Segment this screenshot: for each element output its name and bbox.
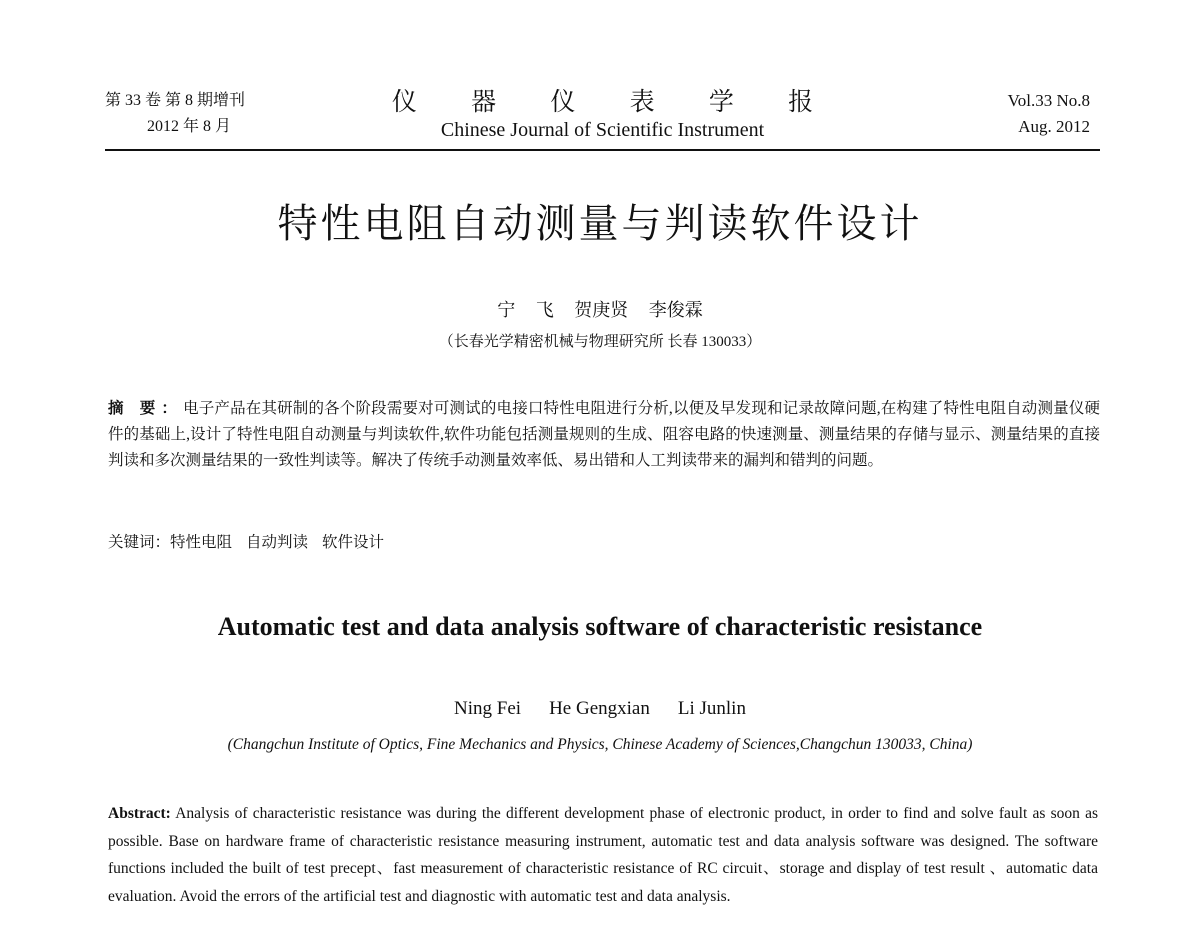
abstract-en	[108, 800, 1098, 910]
authors-cn: 宁 飞 贺庚贤 李俊霖	[497, 300, 703, 320]
author-en: He Gengxian	[549, 698, 650, 719]
abstract-cn	[108, 396, 1100, 474]
keyword-item: 软件设计	[322, 534, 385, 551]
author-en: Li Junlin	[677, 698, 746, 719]
paper-title-en: Automatic test and data analysis software of characteristic resistance	[217, 612, 983, 641]
journal-name-en: Chinese Journal of Scientific Instrument	[440, 119, 765, 141]
journal-name	[105, 88, 1100, 142]
authors-en	[0, 698, 1200, 720]
journal-name-cn: 仪 器 仪 表 学 报	[391, 89, 838, 116]
header-vol-number: Vol.33 No.8	[1007, 91, 1090, 110]
header-date-cn: 2012 年 8 月	[147, 118, 232, 135]
paper-title-cn: 特性电阻自动测量与判读软件设计	[277, 201, 923, 247]
header-volume-en	[1008, 88, 1090, 140]
header-volume-issue: 第 33 卷 第 8 期增刊	[105, 92, 246, 109]
author-en: Ning Fei	[454, 698, 522, 719]
affiliation-en: (Changchun Institute of Optics, Fine Mechanics and Physics, Chinese Academy of Sciences,Changchun 130033, China)	[227, 736, 973, 753]
keyword-item: 自动判读	[246, 534, 309, 551]
abstract-en-label: Abstract:	[108, 805, 171, 822]
header-rule	[105, 149, 1100, 151]
affiliation-cn: （长春光学精密机械与物理研究所 长春 130033）	[438, 334, 762, 350]
running-header	[105, 88, 1100, 150]
abstract-cn-text: 电子产品在其研制的各个阶段需要对可测试的电接口特性电阻进行分析,以便及早发现和记录故障问题,在构建了特性电阻自动测量仪硬件的基础上,设计了特性电阻自动测量与判读软件,软件功能包括测量规则的生成、阻容电路的快速测量、测量结果的存储与显示、测量结果的直接判读和多次测量结果的一致性判读等。解决了传统手动测量效率低、易出错和人工判读带来的漏判和错判的问题。	[108, 400, 1100, 469]
abstract-en-text: Analysis of characteristic resistance was during the different development phase of electronic product, in order to find and solve fault as soon as possible. Base on hardware frame of characteristic resistance measuring instrument, automatic test and data analysis software was designed. The software functions included the built of test precept、fast measurement of characteristic resistance of RC circuit、storage and display of test result 、automatic data evaluation. Avoid the errors of the artificial test and diagnostic with automatic test and data analysis.	[108, 805, 1098, 905]
keywords-cn	[108, 530, 398, 556]
abstract-cn-label: 摘 要：	[108, 400, 184, 417]
keyword-item: 特性电阻	[170, 534, 233, 551]
header-date-en: Aug. 2012	[1018, 117, 1090, 136]
keywords-cn-label: 关键词：	[108, 534, 171, 551]
